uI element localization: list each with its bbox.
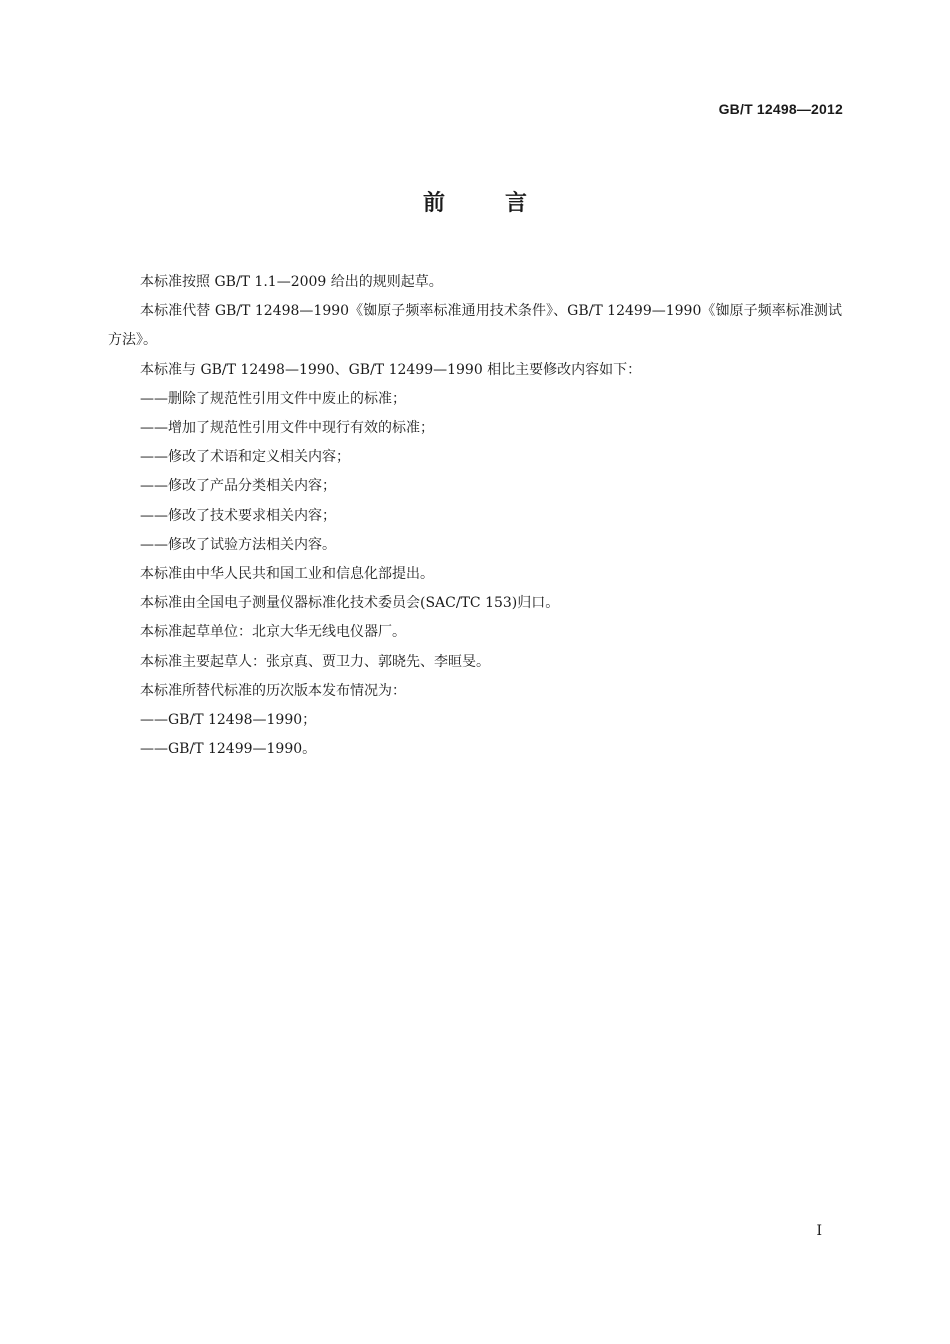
list-item: ——删除了规范性引用文件中废止的标准； bbox=[140, 390, 406, 407]
page-number: I bbox=[816, 1223, 822, 1239]
list-item: ——修改了技术要求相关内容； bbox=[140, 507, 336, 524]
paragraph: 本标准所替代标准的历次版本发布情况为： bbox=[140, 682, 406, 699]
list-item: ——修改了产品分类相关内容； bbox=[140, 478, 336, 495]
list-item: ——修改了试验方法相关内容。 bbox=[140, 536, 336, 553]
list-item: ——修改了术语和定义相关内容； bbox=[140, 449, 350, 466]
paragraph: 本标准主要起草人：张京真、贾卫力、郭晓先、李晅旻。 bbox=[140, 653, 490, 670]
page-title: 前言 bbox=[422, 191, 587, 216]
list-item: ——GB/T 12498—1990； bbox=[140, 712, 317, 729]
paragraph: 本标准按照 GB/T 1.1—2009 给出的规则起草。 bbox=[140, 274, 443, 290]
list-item: ——增加了规范性引用文件中现行有效的标准； bbox=[140, 420, 434, 437]
list-item: ——GB/T 12499—1990。 bbox=[140, 741, 317, 758]
paragraph: 本标准起草单位：北京大华无线电仪器厂。 bbox=[140, 624, 406, 641]
paragraph: 本标准与 GB/T 12498—1990、GB/T 12499—1990 相比主要修改内容如下： bbox=[140, 361, 642, 378]
paragraph: 本标准由全国电子测量仪器标准化技术委员会(SAC/TC 153)归口。 bbox=[140, 595, 560, 612]
paragraph: 本标准由中华人民共和国工业和信息化部提出。 bbox=[140, 566, 434, 583]
foreword-body bbox=[108, 268, 842, 764]
standard-code: GB/T 12498—2012 bbox=[718, 101, 843, 117]
paragraph: 本标准代替 GB/T 12498—1990《铷原子频率标准通用技术条件》、GB/T 12499—1990《铷原子频率标准测试方法》。 bbox=[108, 303, 842, 349]
